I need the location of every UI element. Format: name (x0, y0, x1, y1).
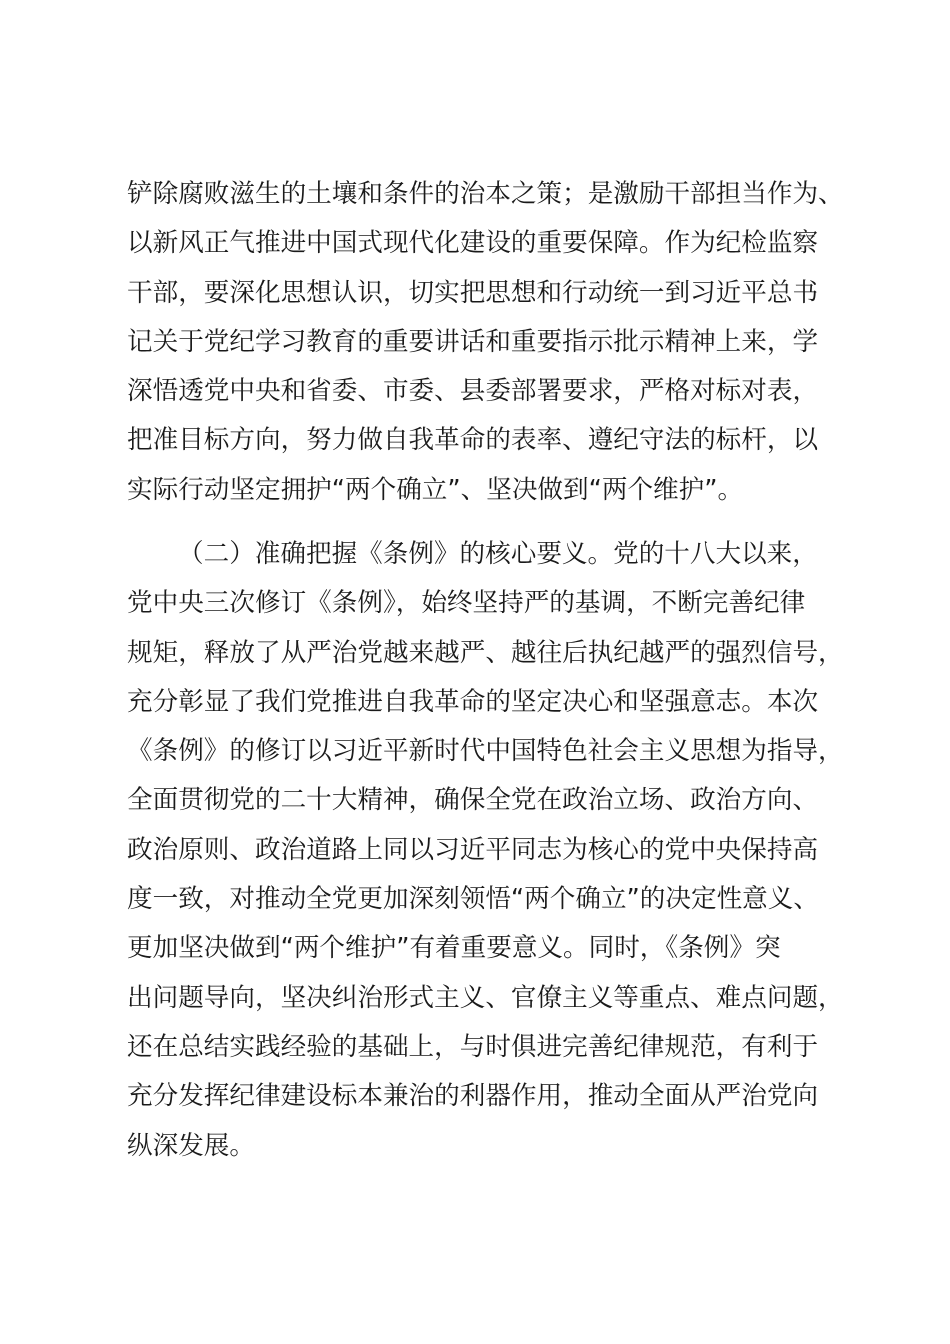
text-line: 纵深发展。 (127, 1130, 255, 1161)
text-line: 实际行动坚定拥护“两个确立”、坚决做到“两个维护”。 (127, 474, 744, 505)
text-line: 充分发挥纪律建设标本兼治的利器作用，推动全面从严治党向 (127, 1081, 819, 1112)
text-line: 以新风正气推进中国式现代化建设的重要保障。作为纪检监察 (127, 228, 819, 259)
text-line: 《条例》的修订以习近平新时代中国特色社会主义思想为指导， (127, 736, 844, 767)
text-line: 政治原则、政治道路上同以习近平同志为核心的党中央保持高 (127, 834, 819, 865)
text-line: 充分彰显了我们党推进自我革命的坚定决心和坚强意志。本次 (127, 686, 819, 717)
text-line: 更加坚决做到“两个维护”有着重要意义。同时，《条例》突 (127, 933, 781, 964)
paragraph-continuation (127, 170, 862, 515)
text-line: 党中央三次修订《条例》，始终坚持严的基调，不断完善纪律 (127, 588, 806, 619)
text-line: 全面贯彻党的二十大精神，确保全党在政治立场、政治方向、 (127, 785, 819, 816)
text-line: 铲除腐败滋生的土壤和条件的治本之策；是激励干部担当作为、 (127, 179, 844, 209)
text-line: 记关于党纪学习教育的重要讲话和重要指示批示精神上来，学 (127, 326, 819, 357)
text-line: 干部，要深化思想认识，切实把思想和行动统一到习近平总书 (127, 277, 819, 308)
text-line: 出问题导向，坚决纠治形式主义、官僚主义等重点、难点问题， (127, 982, 844, 1013)
text-line: 度一致，对推动全党更加深刻领悟“两个确立”的决定性意义、 (127, 884, 819, 915)
section-heading-line: （二）准确把握《条例》的核心要义。党的十八大以来， (178, 539, 818, 569)
text-line: 把准目标方向，努力做自我革命的表率、遵纪守法的标杆，以 (127, 425, 819, 456)
paragraph-section-two (127, 530, 862, 1171)
text-line: 深悟透党中央和省委、市委、县委部署要求，严格对标对表， (127, 376, 819, 407)
text-line: 还在总结实践经验的基础上，与时俱进完善纪律规范，有利于 (127, 1031, 819, 1062)
text-line: 规矩，释放了从严治党越来越严、越往后执纪越严的强烈信号， (127, 637, 844, 668)
